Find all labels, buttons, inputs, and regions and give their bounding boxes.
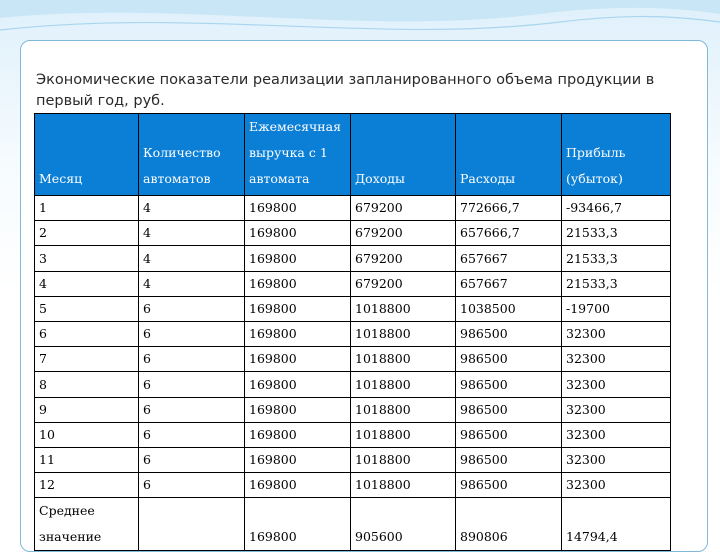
table-cell: 32300 — [562, 422, 671, 447]
table-cell: 6 — [139, 321, 245, 346]
table-cell: 7 — [35, 347, 139, 372]
table-cell: 4 — [139, 196, 245, 221]
table-cell: 986500 — [456, 372, 562, 397]
table-row — [35, 196, 671, 221]
slide-title: Экономические показатели реализации запланированного объема продукции в первый год, руб. — [36, 72, 655, 109]
table-cell: 6 — [139, 473, 245, 498]
table-cell: 4 — [35, 271, 139, 296]
table-cell: 32300 — [562, 447, 671, 472]
table-cell: 32300 — [562, 321, 671, 346]
table-cell: 169800 — [245, 473, 351, 498]
table-cell: 5 — [35, 296, 139, 321]
table-cell: 21533,3 — [562, 271, 671, 296]
table-cell: 9 — [35, 397, 139, 422]
table-cell: 986500 — [456, 321, 562, 346]
table-row — [35, 221, 671, 246]
table-cell: 169800 — [245, 246, 351, 271]
table-cell: 772666,7 — [456, 196, 562, 221]
header-profit-loss: Прибыль (убыток) — [562, 114, 671, 196]
table-header-row — [35, 114, 671, 196]
table-cell: 169800 — [245, 397, 351, 422]
table-row — [35, 321, 671, 346]
table-cell: 986500 — [456, 473, 562, 498]
table-cell: 6 — [139, 447, 245, 472]
header-income: Доходы — [351, 114, 456, 196]
table-cell: 169800 — [245, 347, 351, 372]
table-cell: 679200 — [351, 196, 456, 221]
table-cell: -93466,7 — [562, 196, 671, 221]
economic-indicators-table — [34, 113, 671, 551]
table-cell: 12 — [35, 473, 139, 498]
header-expenses: Расходы — [456, 114, 562, 196]
average-row — [35, 498, 671, 551]
table-cell: 6 — [139, 422, 245, 447]
table-row — [35, 397, 671, 422]
table-cell: 169800 — [245, 296, 351, 321]
table-cell: 169800 — [245, 447, 351, 472]
table-cell: 4 — [139, 246, 245, 271]
average-cell: 890806 — [456, 498, 562, 551]
table-row — [35, 347, 671, 372]
table-cell: 986500 — [456, 422, 562, 447]
table-cell: 1018800 — [351, 321, 456, 346]
table-cell: 4 — [139, 271, 245, 296]
table-cell: 10 — [35, 422, 139, 447]
table-row — [35, 296, 671, 321]
table-cell: 169800 — [245, 321, 351, 346]
table-row — [35, 447, 671, 472]
table-cell: 1018800 — [351, 372, 456, 397]
table-row — [35, 246, 671, 271]
table-cell: 21533,3 — [562, 246, 671, 271]
table-row — [35, 473, 671, 498]
table-cell: 169800 — [245, 196, 351, 221]
table-cell: 1 — [35, 196, 139, 221]
table-cell: 32300 — [562, 347, 671, 372]
table-cell: 1018800 — [351, 473, 456, 498]
table-cell: 1018800 — [351, 422, 456, 447]
table-cell: 32300 — [562, 473, 671, 498]
table-cell: 1018800 — [351, 447, 456, 472]
table-cell: 32300 — [562, 372, 671, 397]
table-cell: 32300 — [562, 397, 671, 422]
table-cell: 169800 — [245, 221, 351, 246]
table-row — [35, 271, 671, 296]
table-body — [35, 196, 671, 551]
table-cell: 679200 — [351, 221, 456, 246]
table-cell: 679200 — [351, 271, 456, 296]
table-cell: 6 — [139, 347, 245, 372]
table-cell: 169800 — [245, 271, 351, 296]
table-cell: 6 — [35, 321, 139, 346]
average-label: Среднее значение — [35, 498, 139, 551]
header-monthly-revenue: Ежемесячная выручка с 1 автомата — [245, 114, 351, 196]
table-cell: 2 — [35, 221, 139, 246]
average-cell: 169800 — [245, 498, 351, 551]
table-cell: 657666,7 — [456, 221, 562, 246]
header-machines-count: Количество автоматов — [139, 114, 245, 196]
table-cell: 986500 — [456, 447, 562, 472]
header-month: Месяц — [35, 114, 139, 196]
table-cell: 986500 — [456, 347, 562, 372]
table-cell: 6 — [139, 397, 245, 422]
table-cell: 169800 — [245, 422, 351, 447]
table-cell: 986500 — [456, 397, 562, 422]
table-cell: 21533,3 — [562, 221, 671, 246]
table-cell: 8 — [35, 372, 139, 397]
table-cell: 679200 — [351, 246, 456, 271]
table-cell: 6 — [139, 372, 245, 397]
average-cell: 905600 — [351, 498, 456, 551]
table-cell: 11 — [35, 447, 139, 472]
table-cell: 169800 — [245, 372, 351, 397]
table-cell: -19700 — [562, 296, 671, 321]
table-cell: 657667 — [456, 246, 562, 271]
table-cell: 4 — [139, 221, 245, 246]
table-cell: 6 — [139, 296, 245, 321]
table-cell: 1038500 — [456, 296, 562, 321]
table-cell: 3 — [35, 246, 139, 271]
table-row — [35, 422, 671, 447]
average-cell — [139, 498, 245, 551]
table-row — [35, 372, 671, 397]
table-cell: 657667 — [456, 271, 562, 296]
table-cell: 1018800 — [351, 397, 456, 422]
average-cell: 14794,4 — [562, 498, 671, 551]
table-cell: 1018800 — [351, 347, 456, 372]
table-cell: 1018800 — [351, 296, 456, 321]
